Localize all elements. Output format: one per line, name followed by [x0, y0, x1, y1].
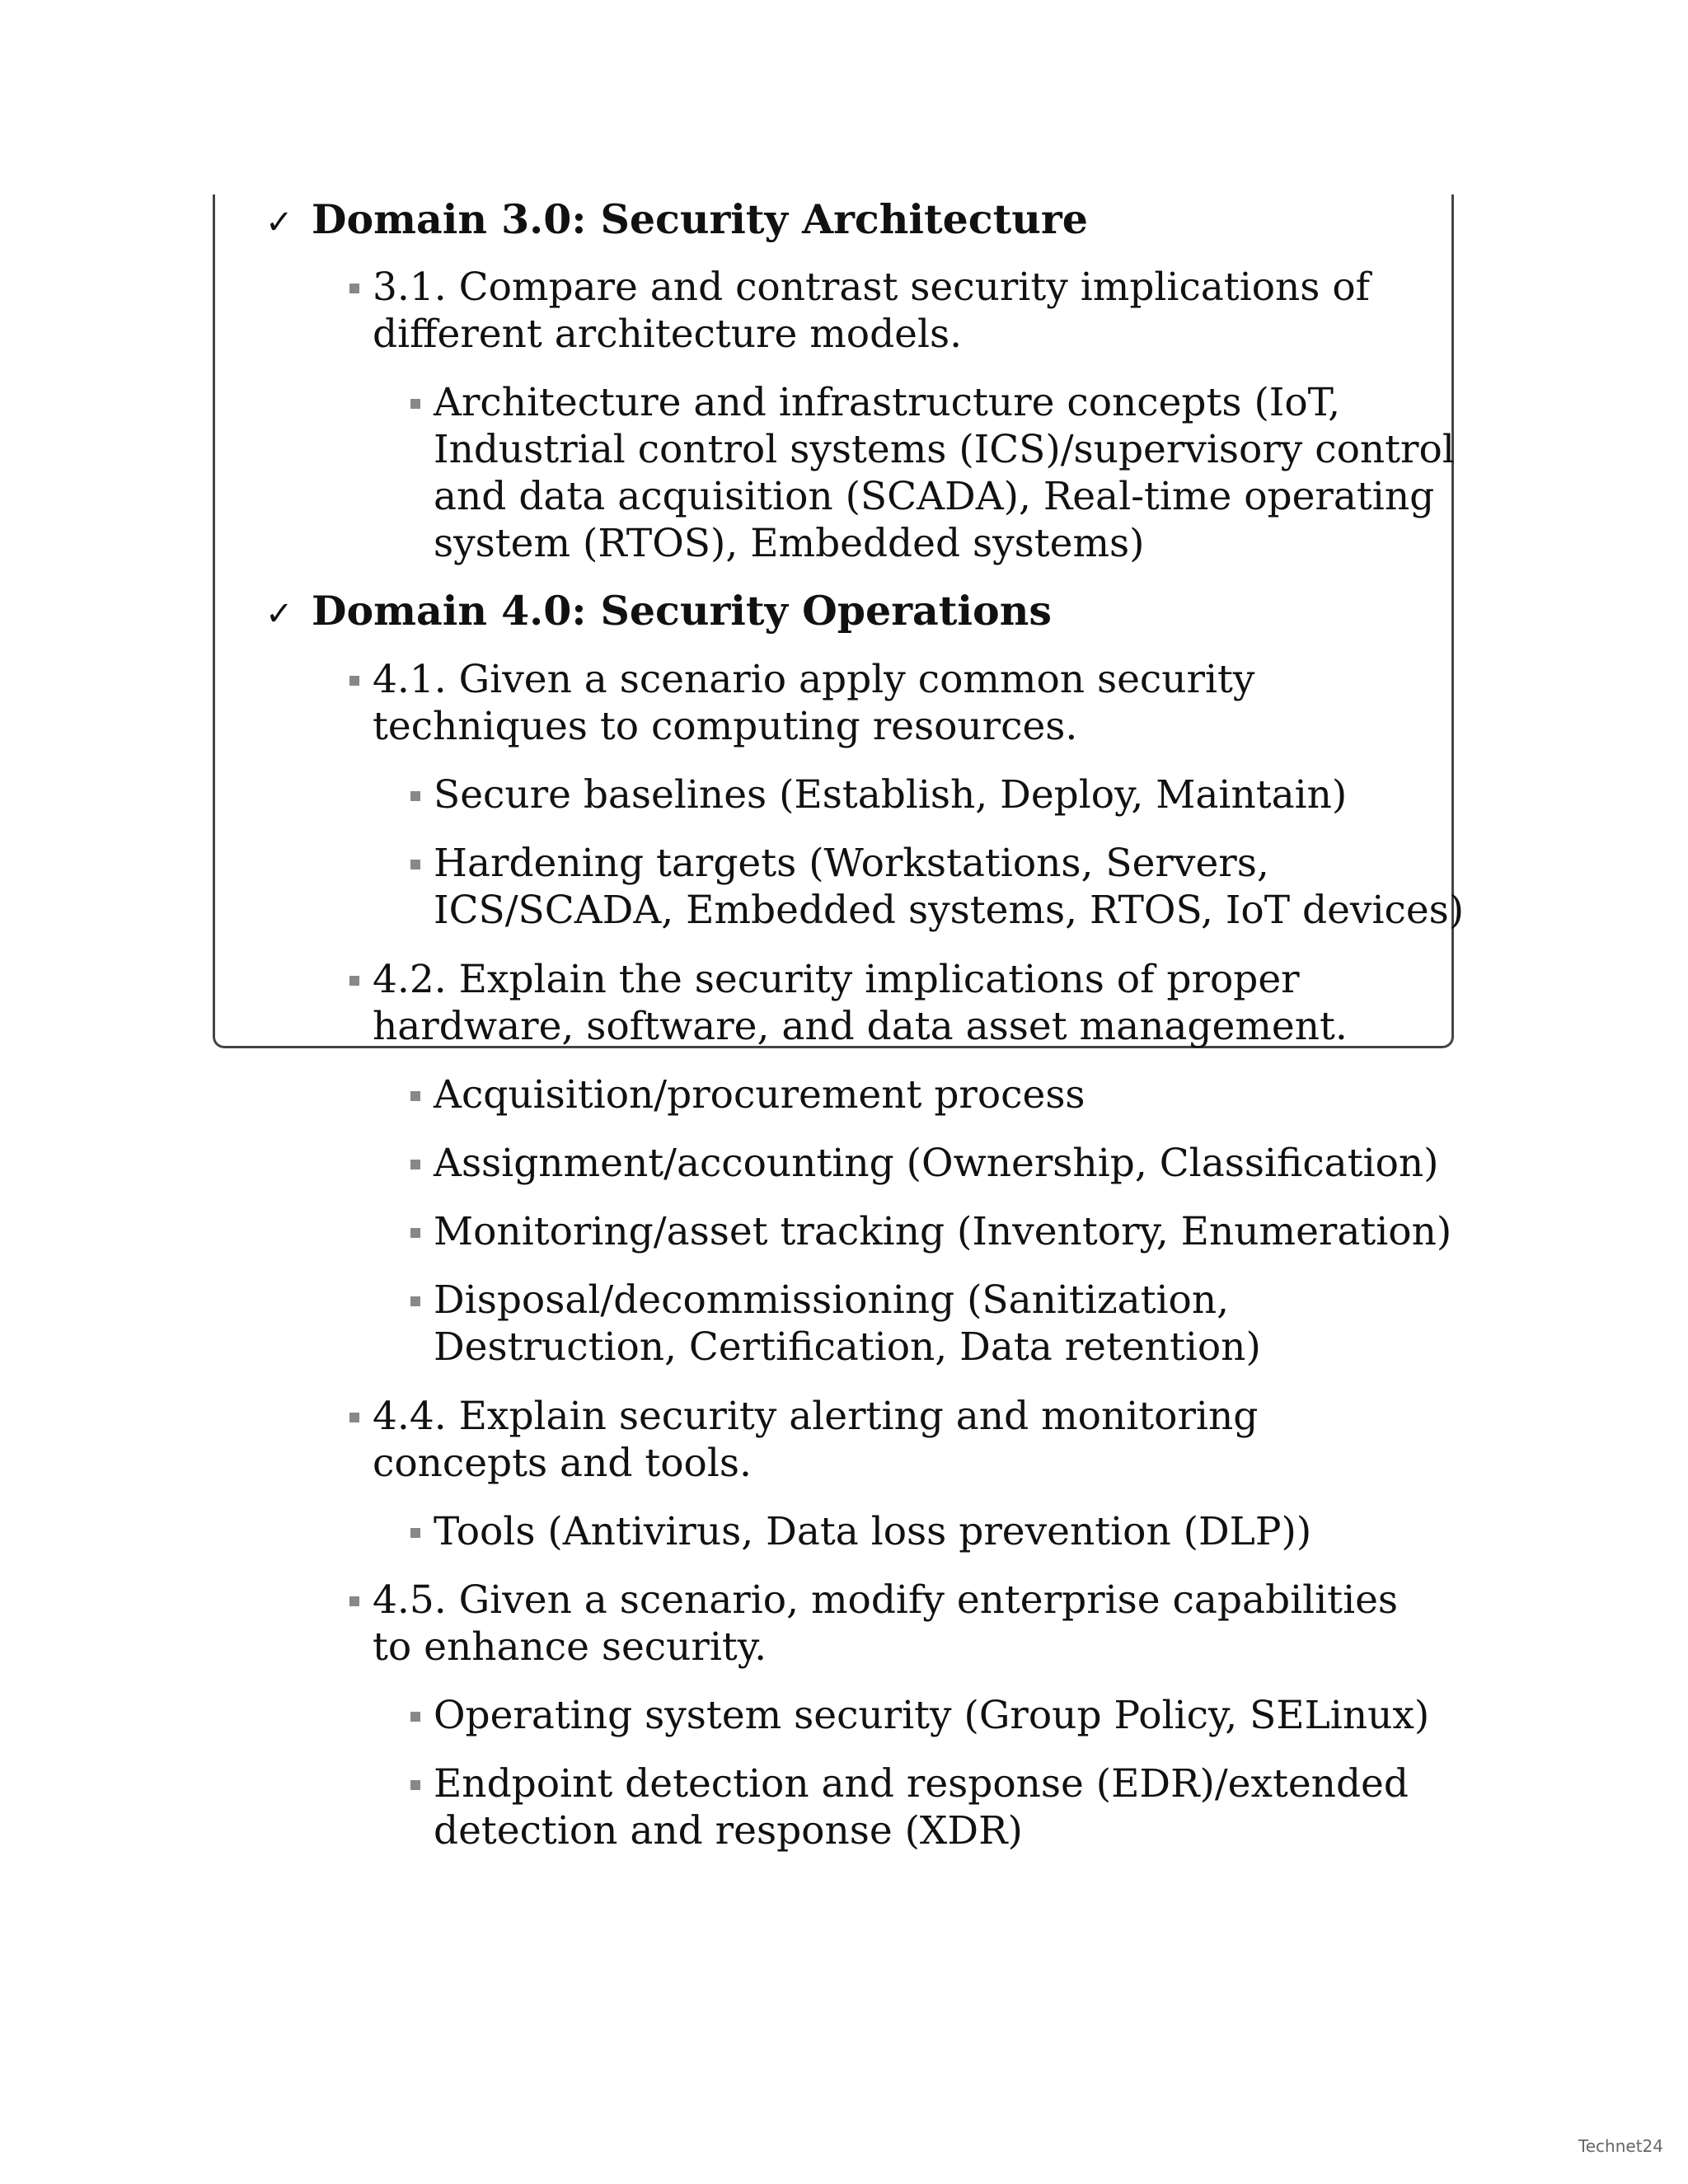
square-bullet-icon: [410, 1780, 420, 1790]
square-bullet-icon: [349, 1413, 359, 1422]
objective-item: [373, 1577, 1444, 1671]
square-bullet-icon: [410, 399, 420, 409]
subitem: [434, 771, 1472, 818]
objective-text: 4.4. Explain security alerting and monitoring concepts and tools.: [373, 1394, 1259, 1486]
subitem-text: Assignment/accounting (Ownership, Classification): [434, 1141, 1439, 1186]
square-bullet-icon: [410, 1712, 420, 1722]
subitem: [434, 1208, 1472, 1255]
check-icon: ✓: [265, 595, 293, 633]
square-bullet-icon: [410, 1091, 420, 1101]
domain-title: Domain 3.0: Security Architecture: [312, 195, 1088, 243]
square-bullet-icon: [410, 1528, 420, 1538]
subitem-text: Hardening targets (Workstations, Servers, ICS/SCADA, Embedded systems, RTOS, IoT devices): [434, 841, 1465, 933]
square-bullet-icon: [349, 976, 359, 986]
square-bullet-icon: [349, 284, 359, 293]
subitem: [434, 379, 1472, 567]
square-bullet-icon: [349, 676, 359, 686]
check-icon: ✓: [265, 204, 293, 241]
square-bullet-icon: [410, 791, 420, 801]
square-bullet-icon: [410, 1228, 420, 1238]
square-bullet-icon: [410, 1160, 420, 1169]
subitem-text: Operating system security (Group Policy, SELinux): [434, 1693, 1430, 1738]
subitem-text: Secure baselines (Establish, Deploy, Maintain): [434, 772, 1348, 818]
objective-text: 3.1. Compare and contrast security implications of different architecture models.: [373, 265, 1371, 357]
objective-item: [373, 956, 1444, 1050]
subitem: [434, 1277, 1472, 1371]
square-bullet-icon: [410, 860, 420, 869]
footer-watermark: Technet24: [1578, 2136, 1663, 2156]
subitem-text: Disposal/decommissioning (Sanitization, Destruction, Certification, Data retention): [434, 1277, 1261, 1370]
objective-item: [373, 656, 1444, 750]
square-bullet-icon: [349, 1596, 359, 1606]
objective-item: [373, 264, 1444, 358]
subitem: [434, 1140, 1472, 1187]
objective-text: 4.1. Given a scenario apply common security techniques to computing resources.: [373, 657, 1255, 749]
domain-title: Domain 4.0: Security Operations: [312, 587, 1052, 635]
subitem-text: Architecture and infrastructure concepts (IoT, Industrial control systems (ICS)/supervisory control and data acquisition (SCADA), Real-time operating system (RTOS), Embedded systems): [434, 380, 1455, 566]
subitem-text: Tools (Antivirus, Data loss prevention (DLP)): [434, 1509, 1312, 1554]
subitem: [434, 1692, 1472, 1739]
domain-heading: [265, 196, 1088, 246]
subitem: [434, 1760, 1472, 1854]
objective-text: 4.5. Given a scenario, modify enterprise capabilities to enhance security.: [373, 1577, 1399, 1670]
subitem: [434, 840, 1472, 934]
objective-item: [373, 1393, 1444, 1487]
subitem: [434, 1071, 1472, 1118]
objective-text: 4.2. Explain the security implications of proper hardware, software, and data asset management.: [373, 957, 1348, 1049]
subitem-text: Acquisition/procurement process: [434, 1072, 1085, 1118]
domain-heading: [265, 588, 1052, 638]
subitem-text: Endpoint detection and response (EDR)/extended detection and response (XDR): [434, 1761, 1409, 1854]
subitem-text: Monitoring/asset tracking (Inventory, Enumeration): [434, 1209, 1452, 1254]
square-bullet-icon: [410, 1296, 420, 1306]
subitem: [434, 1508, 1472, 1555]
